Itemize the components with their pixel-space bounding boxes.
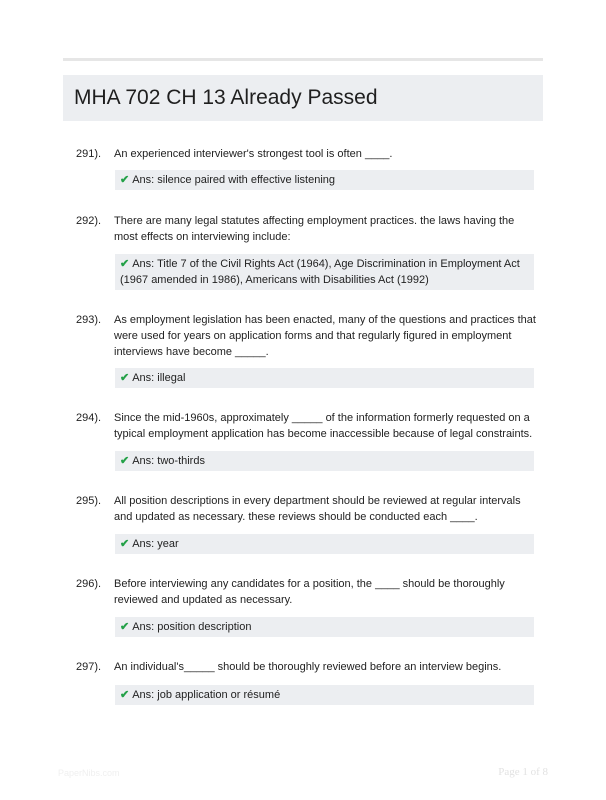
answer-text: Ans: two-thirds bbox=[132, 455, 205, 467]
answer-box bbox=[115, 685, 534, 705]
question-number: 296). bbox=[76, 578, 102, 590]
page-title: MHA 702 CH 13 Already Passed bbox=[74, 86, 378, 109]
question-text: Before interviewing any candidates for a position, the ____ should be thoroughly reviewed and updated as necessary. bbox=[114, 578, 505, 606]
question-number: 291). bbox=[76, 148, 102, 160]
check-icon: ✔ bbox=[120, 689, 130, 701]
title-bar bbox=[63, 75, 543, 121]
check-icon: ✔ bbox=[120, 455, 130, 467]
answer-box bbox=[115, 368, 534, 388]
check-icon: ✔ bbox=[120, 538, 130, 550]
answer-text: Ans: job application or résumé bbox=[132, 689, 281, 701]
page-number: Page 1 of 8 bbox=[498, 766, 548, 778]
answer-text: Ans: illegal bbox=[132, 372, 186, 384]
answer-text: Ans: position description bbox=[132, 621, 252, 633]
question-number: 295). bbox=[76, 495, 102, 507]
check-icon: ✔ bbox=[120, 258, 130, 270]
top-rule bbox=[63, 58, 543, 61]
footer-watermark: PaperNibs.com bbox=[58, 768, 120, 778]
answer-text: Ans: silence paired with effective listening bbox=[132, 174, 336, 186]
check-icon: ✔ bbox=[120, 174, 130, 186]
question-number: 297). bbox=[76, 661, 102, 673]
answer-box bbox=[115, 534, 534, 554]
check-icon: ✔ bbox=[120, 621, 130, 633]
question-number: 293). bbox=[76, 314, 102, 326]
answer-text: Ans: year bbox=[132, 538, 179, 550]
answer-box bbox=[115, 170, 534, 190]
answer-box bbox=[115, 451, 534, 471]
question-text: As employment legislation has been enacted, many of the questions and practices that were used for years on application forms and that regularly figured in employment interviews have become _____. bbox=[114, 314, 536, 358]
answer-text: Ans: Title 7 of the Civil Rights Act (1964), Age Discrimination in Employment Act (1967 amended in 1986), Americans with Disabilities Act (1992) bbox=[120, 258, 520, 286]
answer-box bbox=[115, 254, 534, 290]
question-text: An individual's_____ should be thoroughly reviewed before an interview begins. bbox=[114, 661, 502, 673]
question-text: An experienced interviewer's strongest tool is often ____. bbox=[114, 148, 393, 160]
question-number: 294). bbox=[76, 412, 102, 424]
check-icon: ✔ bbox=[120, 372, 130, 384]
question-text: Since the mid-1960s, approximately _____ of the information formerly requested on a typical employment application has become inaccessible because of legal constraints. bbox=[114, 412, 533, 440]
question-text: All position descriptions in every department should be reviewed at regular intervals and updated as necessary. these reviews should be conducted each ____. bbox=[114, 495, 521, 523]
answer-box bbox=[115, 617, 534, 637]
question-number: 292). bbox=[76, 215, 102, 227]
question-text: There are many legal statutes affecting employment practices. the laws having the most effects on interviewing include: bbox=[114, 215, 515, 243]
